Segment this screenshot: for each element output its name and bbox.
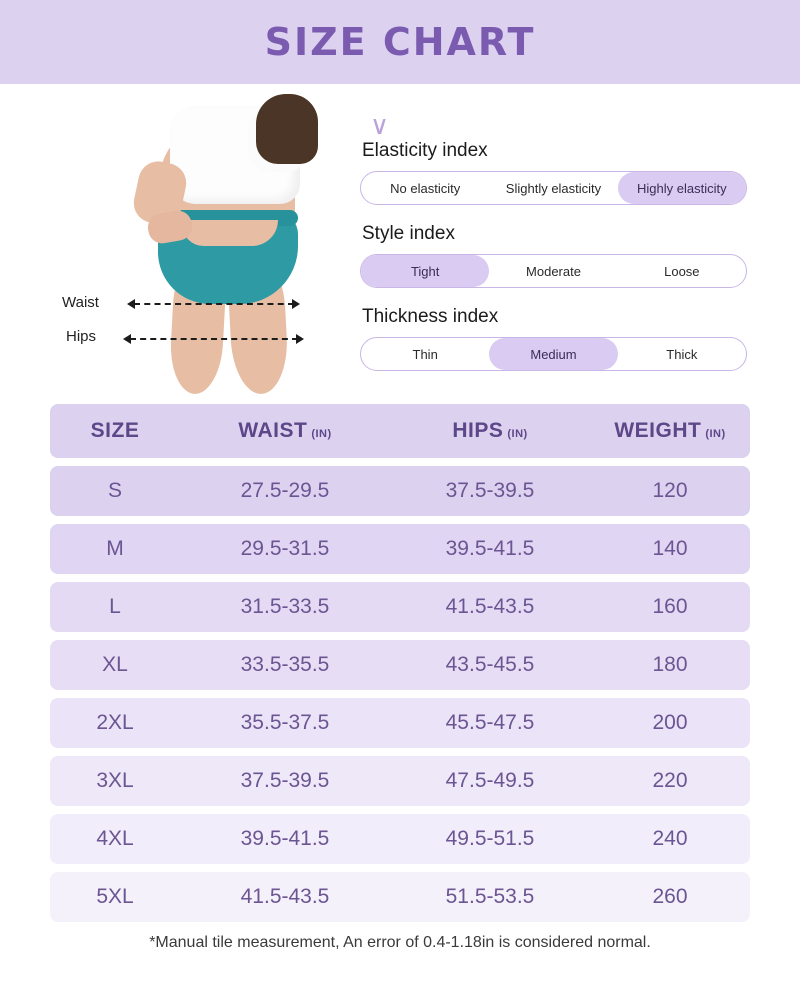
elasticity-index-group <box>360 140 780 205</box>
cell-weight: 220 <box>652 769 688 792</box>
cell-size: S <box>107 479 122 502</box>
table-row <box>50 524 750 574</box>
cell-weight: 200 <box>652 711 688 734</box>
cell-weight: 120 <box>652 479 688 502</box>
header-weight-unit: (IN) <box>705 428 726 440</box>
elasticity-option-no[interactable]: No elasticity <box>390 180 461 196</box>
thickness-option-thick[interactable]: Thick <box>666 346 698 362</box>
thickness-option-thin[interactable]: Thin <box>412 346 438 362</box>
cell-hips: 45.5-47.5 <box>445 711 535 734</box>
cell-size: L <box>109 595 121 618</box>
hips-label: Hips <box>66 328 97 345</box>
waist-label: Waist <box>62 294 99 311</box>
cell-size: XL <box>102 653 128 676</box>
thickness-option-medium[interactable]: Medium <box>489 338 617 370</box>
cell-hips: 37.5-39.5 <box>445 479 535 502</box>
cell-hips: 47.5-49.5 <box>445 769 535 792</box>
style-index-group <box>360 223 780 288</box>
style-option-loose[interactable]: Loose <box>664 263 700 279</box>
waist-measure-line <box>134 303 294 305</box>
header-hips-label: HIPS <box>452 419 504 442</box>
header-waist-label: WAIST <box>238 419 308 442</box>
hips-measure-line <box>130 338 298 340</box>
cell-waist: 27.5-29.5 <box>240 479 330 502</box>
cell-size: 4XL <box>96 827 134 850</box>
style-option-moderate[interactable]: Moderate <box>526 263 581 279</box>
cell-waist: 33.5-35.5 <box>240 653 330 676</box>
model-figure <box>130 94 325 394</box>
table-row <box>50 582 750 632</box>
cell-hips: 49.5-51.5 <box>445 827 535 850</box>
thickness-index-group <box>360 306 780 371</box>
cell-waist: 37.5-39.5 <box>240 769 330 792</box>
header-weight-label: WEIGHT <box>614 419 702 442</box>
cell-waist: 39.5-41.5 <box>240 827 330 850</box>
cell-hips: 51.5-53.5 <box>445 885 535 908</box>
header-waist <box>180 419 390 443</box>
waist-arrow-left-icon <box>127 299 135 309</box>
header-hips-unit: (IN) <box>507 428 528 440</box>
table-row <box>50 698 750 748</box>
cell-size: 3XL <box>96 769 134 792</box>
hips-arrow-right-icon <box>296 334 304 344</box>
table-row <box>50 466 750 516</box>
hips-arrow-left-icon <box>123 334 131 344</box>
cell-waist: 31.5-33.5 <box>240 595 330 618</box>
cell-waist: 35.5-37.5 <box>240 711 330 734</box>
table-header-row <box>50 404 750 458</box>
header-size-label: SIZE <box>90 419 140 442</box>
upper-section <box>0 84 800 398</box>
chevron-down-icon: ∨ <box>370 110 390 140</box>
cell-hips: 43.5-45.5 <box>445 653 535 676</box>
header-waist-unit: (IN) <box>311 428 332 440</box>
cell-weight: 240 <box>652 827 688 850</box>
header-weight <box>590 419 750 443</box>
elasticity-index-title: Elasticity index <box>362 140 488 161</box>
table-row <box>50 640 750 690</box>
style-index-segmented-control[interactable] <box>360 254 747 288</box>
index-panel <box>360 88 780 398</box>
cell-weight: 160 <box>652 595 688 618</box>
thickness-index-title: Thickness index <box>362 306 499 327</box>
elasticity-index-segmented-control[interactable] <box>360 171 747 205</box>
cell-waist: 41.5-43.5 <box>240 885 330 908</box>
page-header <box>0 0 800 84</box>
table-row <box>50 756 750 806</box>
style-index-title: Style index <box>362 223 455 244</box>
page-title: SIZE CHART <box>264 20 536 64</box>
cell-weight: 140 <box>652 537 688 560</box>
cell-size: M <box>106 537 124 560</box>
elasticity-option-highly[interactable]: Highly elasticity <box>618 172 746 204</box>
model-underwear-notch <box>182 220 278 246</box>
cell-hips: 39.5-41.5 <box>445 537 535 560</box>
model-hair <box>256 94 318 164</box>
size-table <box>50 404 750 922</box>
cell-weight: 180 <box>652 653 688 676</box>
header-hips <box>390 419 590 443</box>
cell-hips: 41.5-43.5 <box>445 595 535 618</box>
waist-arrow-right-icon <box>292 299 300 309</box>
cell-weight: 260 <box>652 885 688 908</box>
style-option-tight[interactable]: Tight <box>361 255 489 287</box>
model-illustration <box>0 88 360 394</box>
footnote: *Manual tile measurement, An error of 0.4-1.18in is considered normal. <box>149 934 651 951</box>
header-size <box>50 419 180 443</box>
cell-waist: 29.5-31.5 <box>240 537 330 560</box>
cell-size: 5XL <box>96 885 134 908</box>
table-row <box>50 872 750 922</box>
thickness-index-segmented-control[interactable] <box>360 337 747 371</box>
elasticity-option-slightly[interactable]: Slightly elasticity <box>505 180 602 196</box>
table-row <box>50 814 750 864</box>
cell-size: 2XL <box>96 711 134 734</box>
